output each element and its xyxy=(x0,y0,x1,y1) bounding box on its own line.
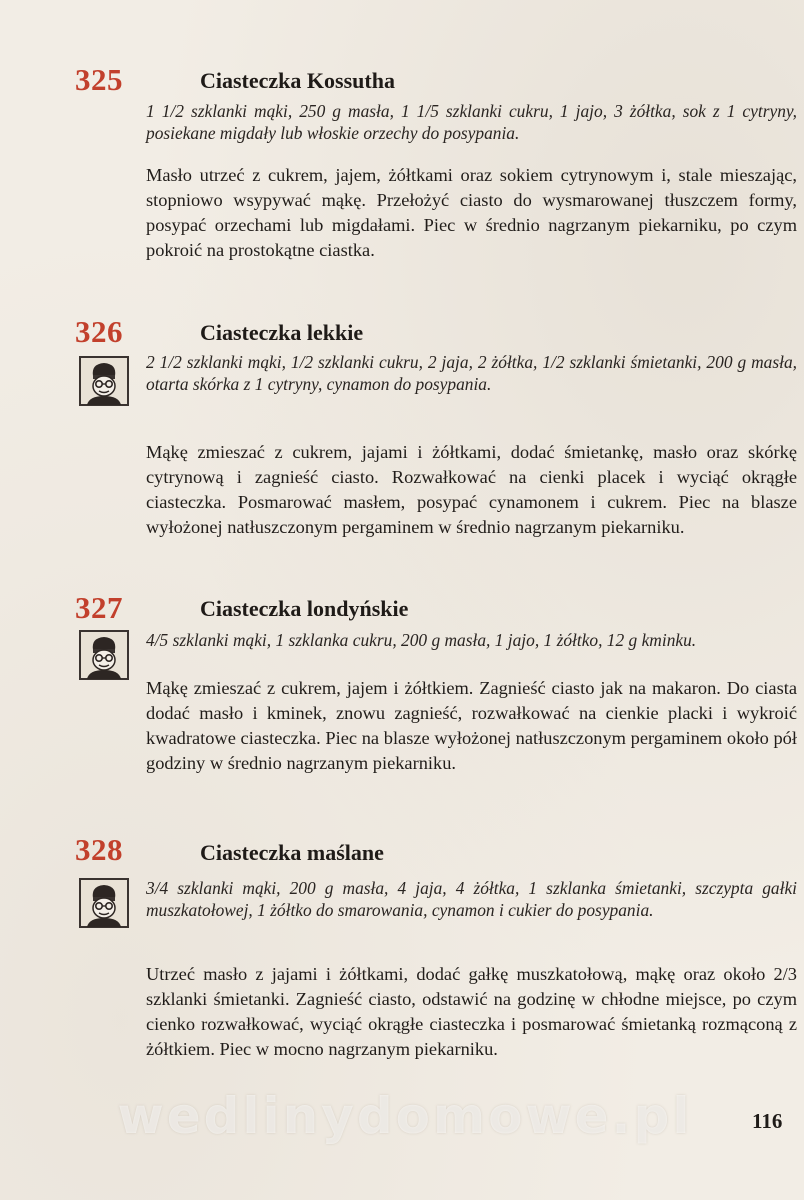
ingredients-text: 1 1/2 szklanki mąki, 250 g masła, 1 1/5 szklanki cukru, 1 jajo, 3 żółtka, sok z 1 cytryny, posiekane migdały lub włoskie orzechy do posypania. xyxy=(146,101,797,143)
recipe-title: Ciasteczka lekkie xyxy=(200,320,364,345)
recipe-number: 328 xyxy=(75,832,123,867)
recipe-number: 327 xyxy=(75,590,123,625)
ingredients-text: 3/4 szklanki mąki, 200 g masła, 4 jaja, 4 żółtka, 1 szklanka śmietanki, szczypta gałki muszkatołowej, 1 żółtko do smarowania, cynamon i cukier do posypania. xyxy=(146,878,797,920)
method-text: Mąkę zmieszać z cukrem, jajami i żółtkami, dodać śmietankę, masło oraz skórkę cytrynową i zagnieść ciasto. Rozwałkować na cienki placek i wyciąć okrągłe ciasteczka. Posmarować masłem, posypać cynamonem i cukrem. Piec na blasze wyłożonej natłuszczonym pergaminem w średnio nagrzanym piekarniku. xyxy=(146,442,797,537)
method-text: Masło utrzeć z cukrem, jajem, żółtkami oraz sokiem cytrynowym i, stale mieszając, stopniowo wsypywać mąkę. Przełożyć ciasto do wysmarowanej tłuszczem formy, posypać orzechami lub migdałami. Piec w średnio nagrzanym piekarniku, po czym pokroić na prostokątne ciastka. xyxy=(146,165,797,260)
page-number: 116 xyxy=(752,1109,783,1133)
recipe-title: Ciasteczka londyńskie xyxy=(200,596,409,621)
chef-icon xyxy=(79,630,129,680)
chef-icon xyxy=(79,878,129,928)
method-text: Mąkę zmieszać z cukrem, jajem i żółtkiem. Zagnieść ciasto jak na makaron. Do ciasta dodać masło i kminek, znowu zagnieść, rozwałkować na cienkie placki i wykroić kwadratowe ciasteczka. Piec na blasze wyłożonej natłuszczonym pergaminem około pół godziny w średnio nagrzanym piekarniku. xyxy=(146,678,797,773)
recipe-title: Ciasteczka maślane xyxy=(200,840,384,865)
recipe-title: Ciasteczka Kossutha xyxy=(200,68,395,93)
chef-icon xyxy=(79,356,129,406)
recipe-number: 325 xyxy=(75,62,123,97)
ingredients-text: 4/5 szklanki mąki, 1 szklanka cukru, 200 g masła, 1 jajo, 1 żółtko, 12 g kminku. xyxy=(146,630,697,650)
watermark: wedlinydomowe.pl xyxy=(117,1087,693,1145)
method-text: Utrzeć masło z jajami i żółtkami, dodać gałkę muszkatołową, mąkę oraz około 2/3 szklanki śmietanki. Zagnieść ciasto, odstawić na godzinę w chłodne miejsce, po czym cienko rozwałkować, wyciąć okrągłe ciasteczka i posmarować śmietanką rozmąconą z żółtkiem. Piec w mocno nagrzanym piekarniku. xyxy=(146,964,797,1059)
ingredients-text: 2 1/2 szklanki mąki, 1/2 szklanki cukru, 2 jaja, 2 żółtka, 1/2 szklanki śmietanki, 200 g masła, otarta skórka z 1 cytryny, cynamon do posypania. xyxy=(146,352,797,394)
recipe-number: 326 xyxy=(75,314,123,349)
